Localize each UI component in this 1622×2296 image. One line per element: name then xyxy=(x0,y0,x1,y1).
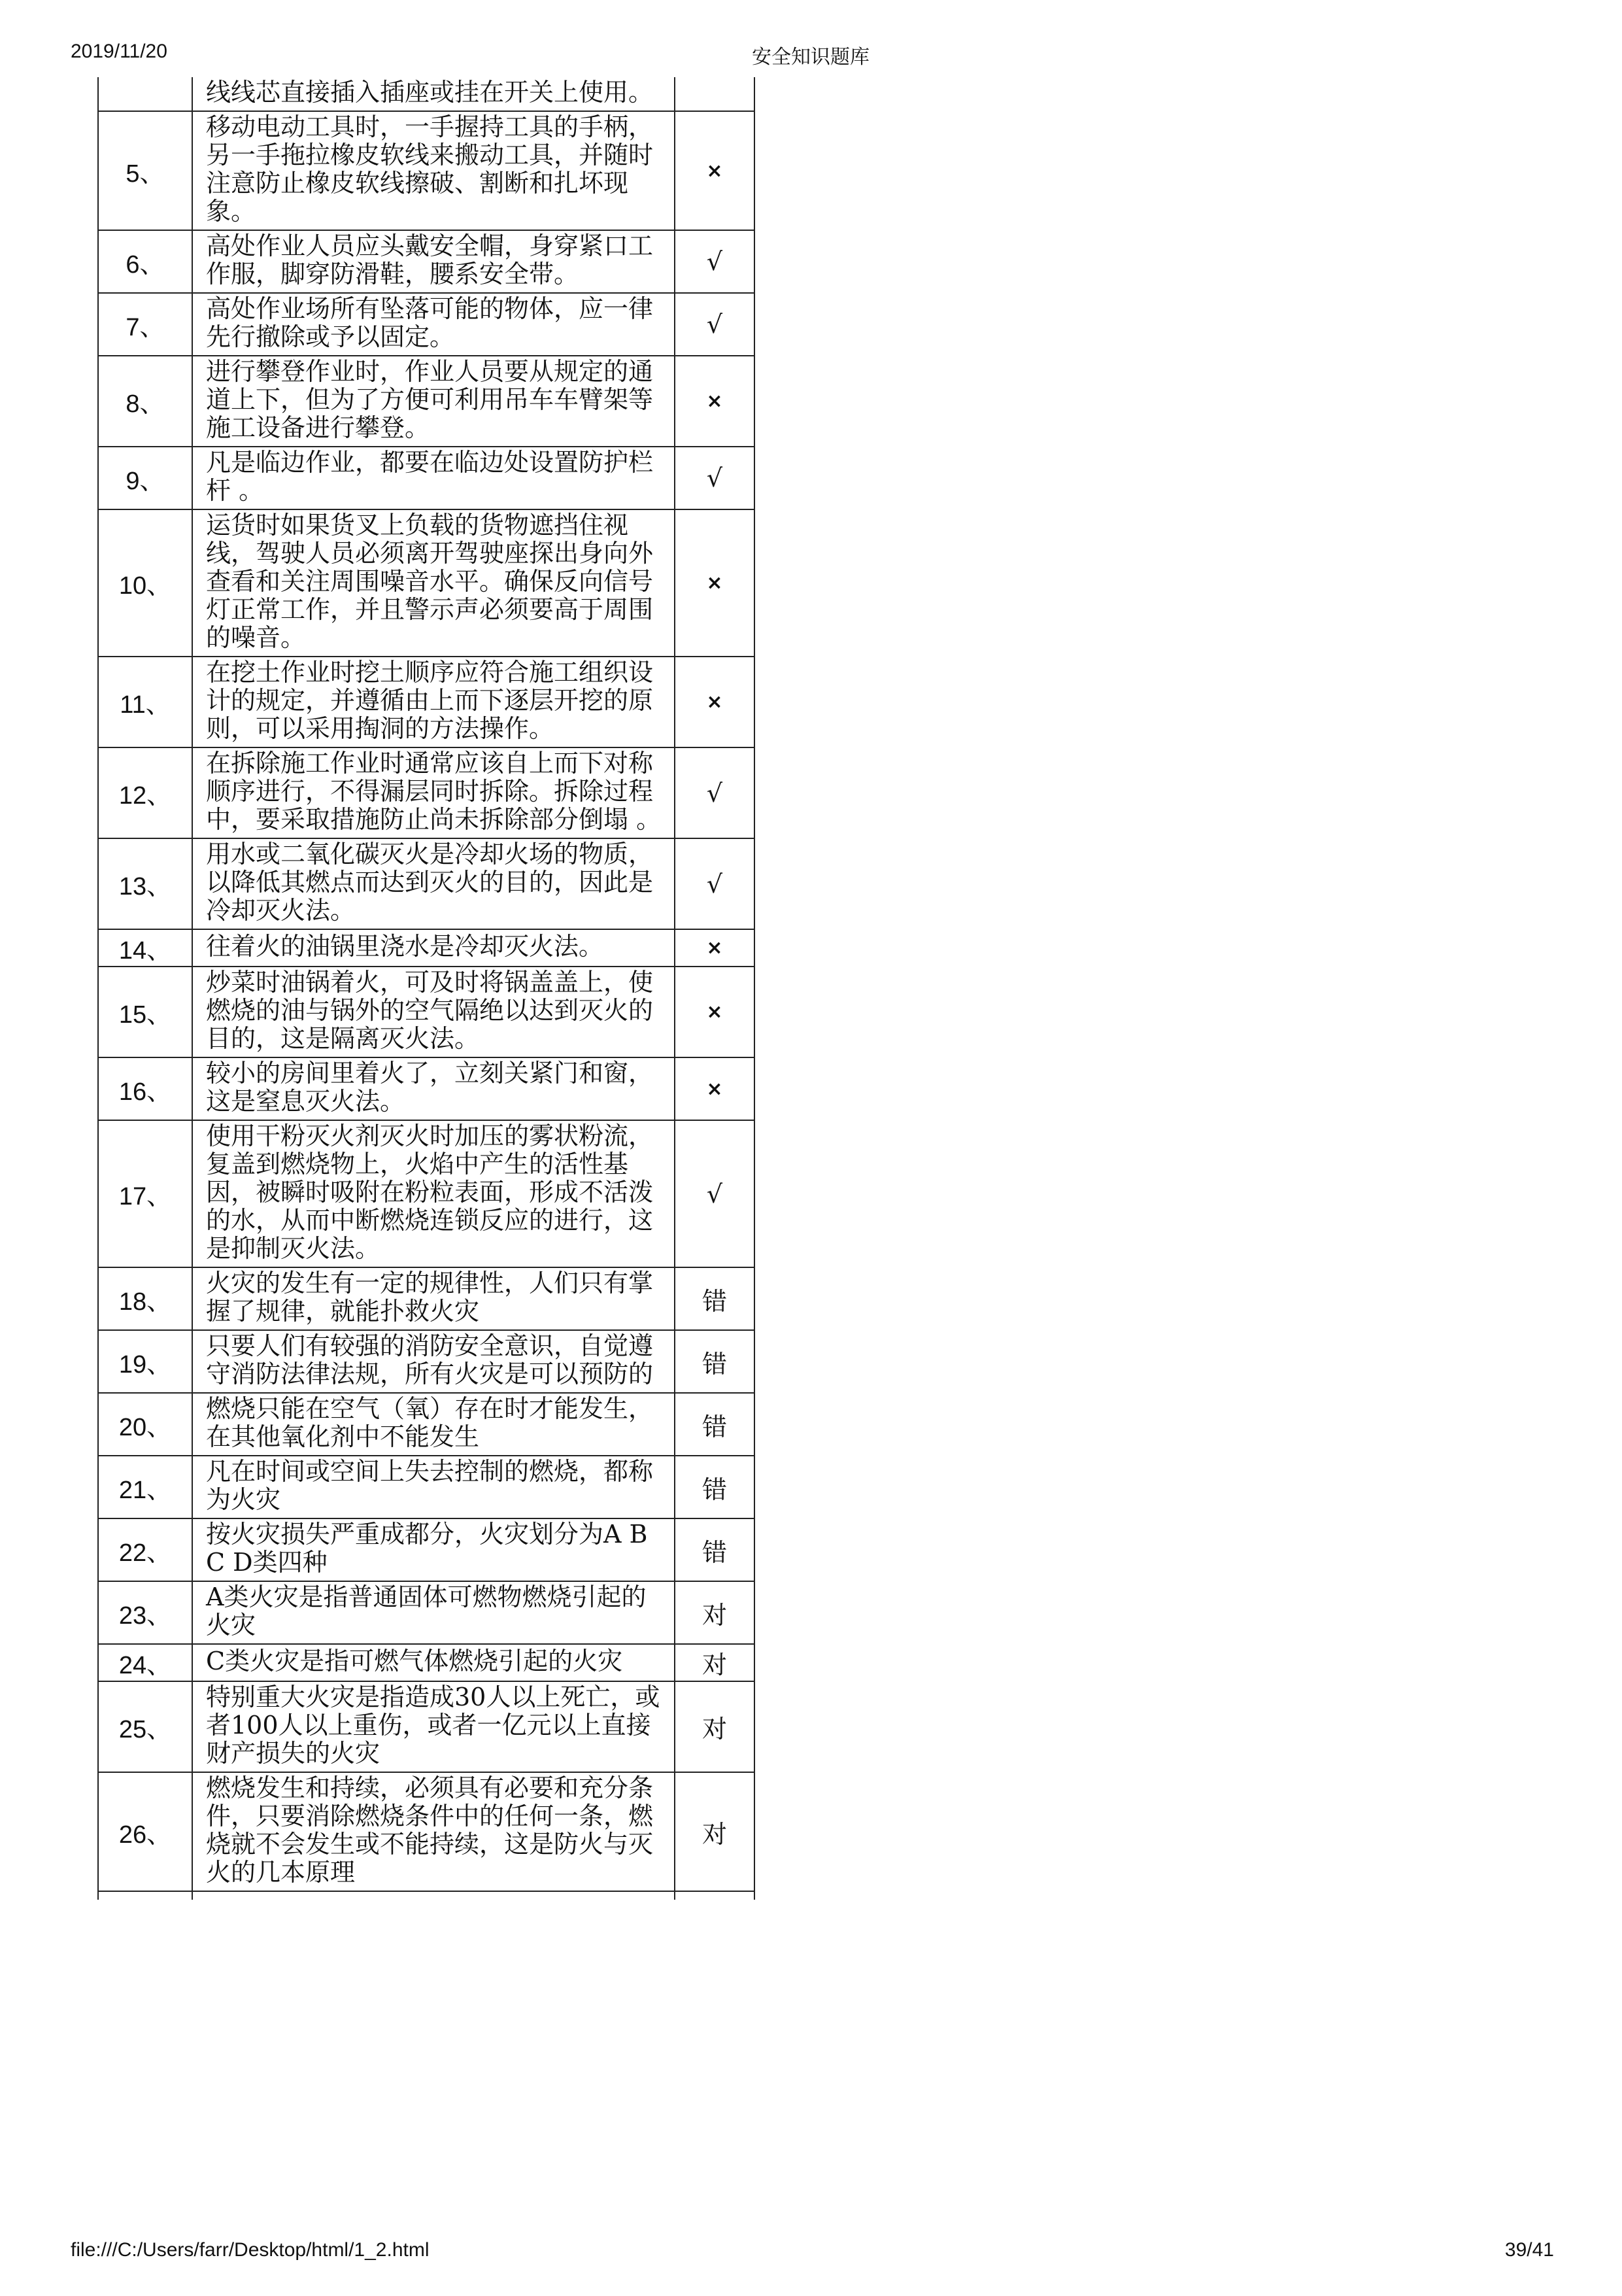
table-row xyxy=(98,293,754,356)
table-row xyxy=(98,1456,754,1518)
empty-cell xyxy=(192,1891,675,1900)
question-answer: 错 xyxy=(675,1456,754,1518)
question-number: 20、 xyxy=(98,1393,192,1456)
table-row-continued xyxy=(98,77,754,111)
question-answer: √ xyxy=(675,838,754,929)
table-row xyxy=(98,1330,754,1393)
question-text: 运货时如果货叉上负载的货物遮挡住视线，驾驶人员必须离开驾驶座探出身向外查看和关注周围噪音水平。确保反向信号灯正常工作，并且警示声必须要高于周围的噪音。 xyxy=(192,509,675,657)
question-text: 按火灾损失严重成都分，火灾划分为A B C D类四种 xyxy=(192,1518,675,1581)
table-row xyxy=(98,838,754,929)
table-row xyxy=(98,1581,754,1644)
table-row-continues xyxy=(98,1891,754,1900)
question-answer: √ xyxy=(675,447,754,509)
question-answer: × xyxy=(675,1057,754,1120)
question-answer: 对 xyxy=(675,1644,754,1681)
table-row xyxy=(98,356,754,447)
question-text: 燃烧发生和持续，必须具有必要和充分条件，只要消除燃烧条件中的任何一条，燃烧就不会发生或不能持续，这是防火与灭火的几本原理 xyxy=(192,1772,675,1891)
question-answer: × xyxy=(675,967,754,1057)
question-number: 13、 xyxy=(98,838,192,929)
question-text: 用水或二氧化碳灭火是冷却火场的物质，以降低其燃点而达到灭火的目的，因此是冷却灭火法。 xyxy=(192,838,675,929)
question-text: A类火灾是指普通固体可燃物燃烧引起的火灾 xyxy=(192,1581,675,1644)
question-number: 12、 xyxy=(98,747,192,838)
question-number: 25、 xyxy=(98,1681,192,1772)
question-number: 23、 xyxy=(98,1581,192,1644)
question-number: 16、 xyxy=(98,1057,192,1120)
question-answer: √ xyxy=(675,747,754,838)
question-text: 高处作业人员应头戴安全帽，身穿紧口工作服，脚穿防滑鞋，腰系安全带。 xyxy=(192,230,675,293)
header-title: 安全知识题库 xyxy=(752,46,870,69)
table-row xyxy=(98,967,754,1057)
question-number: 11、 xyxy=(98,657,192,747)
question-number: 9、 xyxy=(98,447,192,509)
question-answer: × xyxy=(675,929,754,967)
question-number: 14、 xyxy=(98,929,192,967)
question-answer: 错 xyxy=(675,1267,754,1330)
table-row xyxy=(98,447,754,509)
question-text: 凡是临边作业，都要在临边处设置防护栏杆 。 xyxy=(192,447,675,509)
table-row xyxy=(98,747,754,838)
question-answer: × xyxy=(675,509,754,657)
question-number: 6、 xyxy=(98,230,192,293)
question-answer: 错 xyxy=(675,1393,754,1456)
question-number: 22、 xyxy=(98,1518,192,1581)
question-answer: 对 xyxy=(675,1681,754,1772)
question-number: 17、 xyxy=(98,1120,192,1267)
question-text: 使用干粉灭火剂灭火时加压的雾状粉流，复盖到燃烧物上，火焰中产生的活性基因，被瞬时吸附在粉粒表面，形成不活泼的水，从而中断燃烧连锁反应的进行，这是抑制灭火法。 xyxy=(192,1120,675,1267)
question-text: C类火灾是指可燃气体燃烧引起的火灾 xyxy=(192,1644,675,1681)
question-number: 8、 xyxy=(98,356,192,447)
question-text: 火灾的发生有一定的规律性，人们只有掌握了规律，就能扑救火灾 xyxy=(192,1267,675,1330)
question-text: 在拆除施工作业时通常应该自上而下对称顺序进行，不得漏层同时拆除。拆除过程中，要采取措施防止尚未拆除部分倒塌 。 xyxy=(192,747,675,838)
question-answer: 错 xyxy=(675,1330,754,1393)
question-number: 5、 xyxy=(98,111,192,230)
question-answer: × xyxy=(675,356,754,447)
table-row xyxy=(98,1057,754,1120)
footer-page-number: 39/41 xyxy=(1504,2239,1554,2261)
question-number: 10、 xyxy=(98,509,192,657)
question-table xyxy=(97,77,755,1900)
question-number: 7、 xyxy=(98,293,192,356)
question-number: 19、 xyxy=(98,1330,192,1393)
header-date: 2019/11/20 xyxy=(71,41,167,62)
question-answer: 错 xyxy=(675,1518,754,1581)
question-answer: × xyxy=(675,111,754,230)
footer-file-path: file:///C:/Users/farr/Desktop/html/1_2.html xyxy=(71,2239,430,2261)
table-row xyxy=(98,657,754,747)
question-text: 只要人们有较强的消防安全意识，自觉遵守消防法律法规，所有火灾是可以预防的 xyxy=(192,1330,675,1393)
question-answer: √ xyxy=(675,293,754,356)
question-answer: √ xyxy=(675,1120,754,1267)
table-row xyxy=(98,1681,754,1772)
question-text: 往着火的油锅里浇水是冷却灭火法。 xyxy=(192,929,675,967)
question-text: 进行攀登作业时，作业人员要从规定的通道上下，但为了方便可利用吊车车臂架等施工设备进行攀登。 xyxy=(192,356,675,447)
table-row xyxy=(98,929,754,967)
question-text: 在挖土作业时挖土顺序应符合施工组织设计的规定，并遵循由上而下逐层开挖的原则，可以采用掏洞的方法操作。 xyxy=(192,657,675,747)
question-text: 高处作业场所有坠落可能的物体，应一律先行撤除或予以固定。 xyxy=(192,293,675,356)
table-row xyxy=(98,1267,754,1330)
table-row xyxy=(98,1120,754,1267)
question-text: 燃烧只能在空气（氧）存在时才能发生，在其他氧化剂中不能发生 xyxy=(192,1393,675,1456)
question-number: 24、 xyxy=(98,1644,192,1681)
question-answer xyxy=(675,77,754,111)
question-number: 26、 xyxy=(98,1772,192,1891)
question-number: 18、 xyxy=(98,1267,192,1330)
question-text: 特别重大火灾是指造成30人以上死亡，或者100人以上重伤，或者一亿元以上直接财产损失的火灾 xyxy=(192,1681,675,1772)
table-row xyxy=(98,1644,754,1681)
empty-cell xyxy=(675,1891,754,1900)
question-answer: √ xyxy=(675,230,754,293)
question-answer: × xyxy=(675,657,754,747)
question-answer: 对 xyxy=(675,1772,754,1891)
question-number: 15、 xyxy=(98,967,192,1057)
question-text: 炒菜时油锅着火，可及时将锅盖盖上，使燃烧的油与锅外的空气隔绝以达到灭火的目的，这是隔离灭火法。 xyxy=(192,967,675,1057)
table-row xyxy=(98,509,754,657)
question-text: 凡在时间或空间上失去控制的燃烧，都称为火灾 xyxy=(192,1456,675,1518)
table-row xyxy=(98,1393,754,1456)
table-row xyxy=(98,230,754,293)
table-row xyxy=(98,1518,754,1581)
table-row xyxy=(98,1772,754,1891)
table-row xyxy=(98,111,754,230)
empty-cell xyxy=(98,1891,192,1900)
question-number xyxy=(98,77,192,111)
question-text: 线线芯直接插入插座或挂在开关上使用。 xyxy=(192,77,675,111)
question-text: 移动电动工具时，一手握持工具的手柄，另一手拖拉橡皮软线来搬动工具，并随时注意防止橡皮软线擦破、割断和扎坏现象。 xyxy=(192,111,675,230)
question-number: 21、 xyxy=(98,1456,192,1518)
question-text: 较小的房间里着火了，立刻关紧门和窗，这是窒息灭火法。 xyxy=(192,1057,675,1120)
question-answer: 对 xyxy=(675,1581,754,1644)
